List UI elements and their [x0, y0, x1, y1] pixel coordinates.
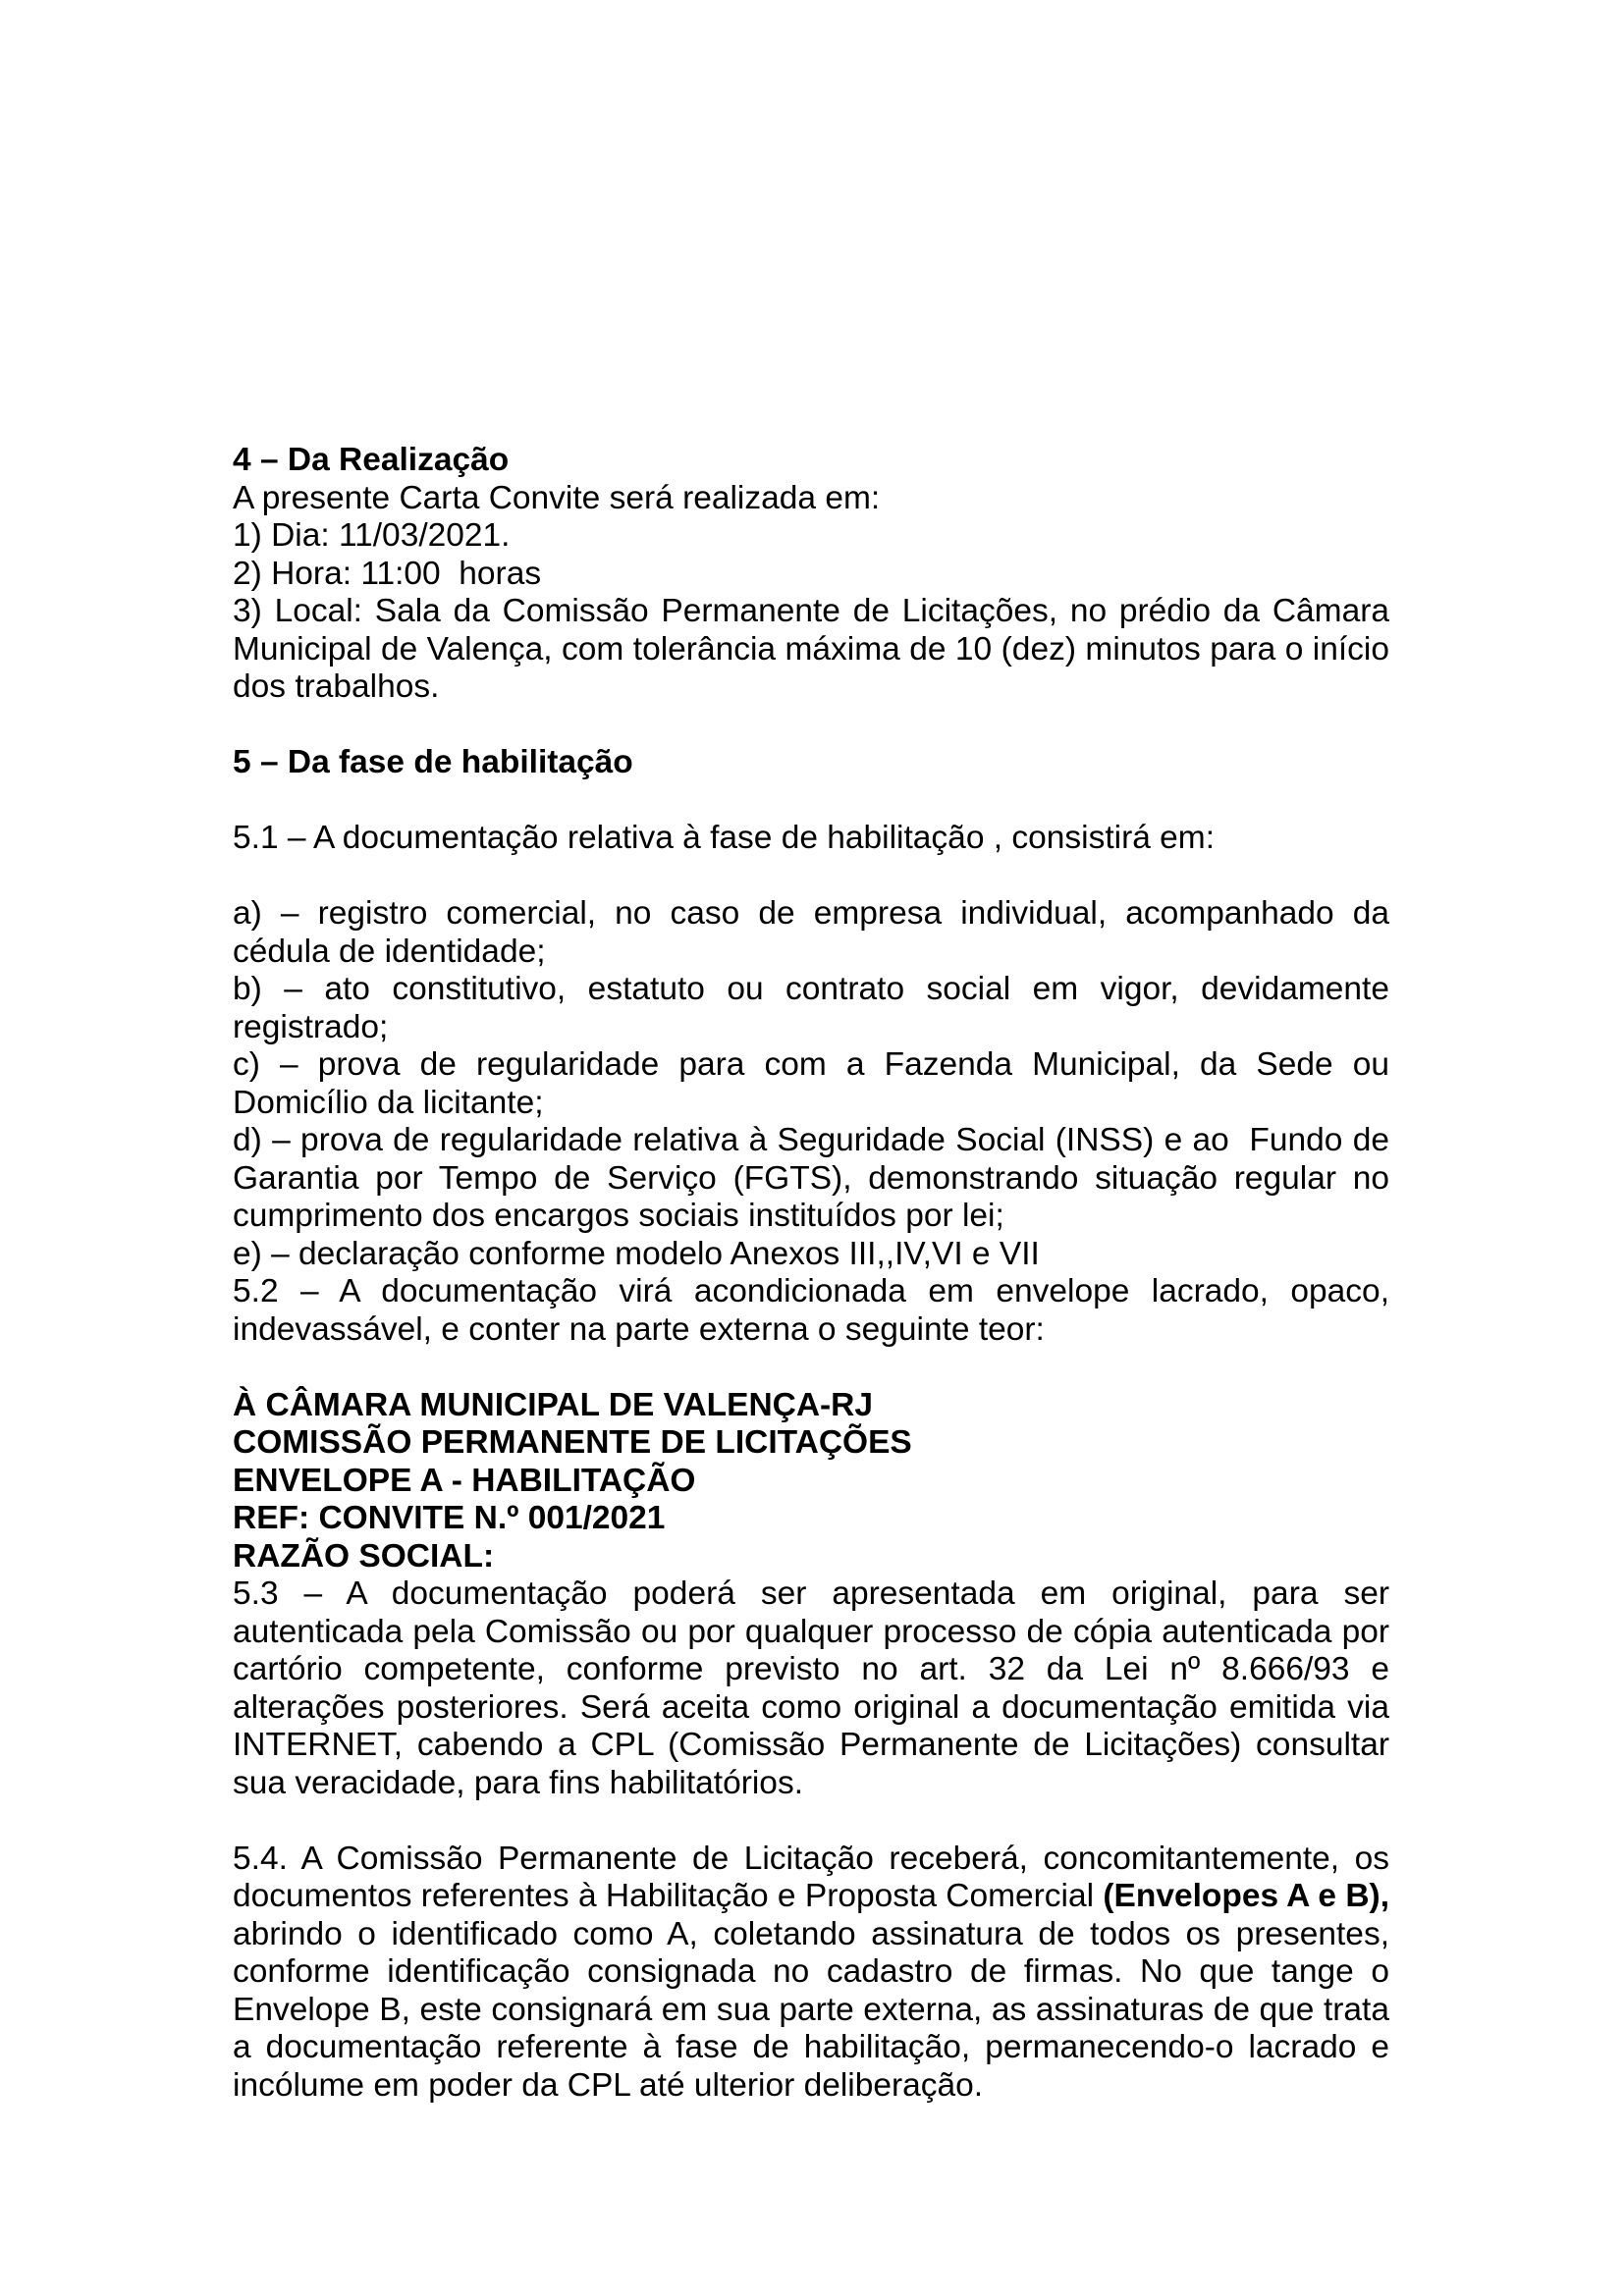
section-4-item-place: 3) Local: Sala da Comissão Permanente de Licitações, no prédio da Câmara Municipal de Valença, com tolerância máxima de 10 (dez) minutos para o início dos trabalhos.	[233, 593, 1399, 705]
section-4-item-day: 1) Dia: 11/03/2021.	[233, 517, 511, 554]
envelope-label-line-3: ENVELOPE A - HABILITAÇÃO	[233, 1462, 696, 1499]
section-4-heading: 4 – Da Realização	[233, 442, 510, 478]
clause-5-4-text-before: 5.4. A Comissão Permanente de Licitação receberá, concomitantemente, os documentos referentes à Habilitação e Proposta Comercial	[233, 1840, 1399, 1914]
envelope-label-line-2: COMISSÃO PERMANENTE DE LICITAÇÕES	[233, 1424, 912, 1461]
clause-5-2: 5.2 – A documentação virá acondicionada em envelope lacrado, opaco, indevassável, e conter na parte externa o seguinte teor:	[233, 1273, 1399, 1348]
section-5-heading: 5 – Da fase de habilitação	[233, 744, 633, 780]
clause-5-4-bold-envelopes: (Envelopes A e B),	[1103, 1878, 1390, 1914]
envelope-label-line-5: RAZÃO SOCIAL:	[233, 1537, 495, 1575]
clause-5-1: 5.1 – A documentação relativa à fase de habilitação , consistirá em:	[233, 820, 1216, 856]
section-4-item-hour: 2) Hora: 11:00 horas	[233, 555, 542, 592]
section-4-intro: A presente Carta Convite será realizada em:	[233, 479, 881, 516]
clause-5-4-text-after: abrindo o identificado como A, coletando assinatura de todos os presentes, conforme identificação consignada no cadastro de firmas. No que tange o Envelope B, este consignará em sua parte externa, as assinaturas de que trata a documentação referente à fase de habilitação, permanecendo-o lacrado e incólume em poder da CPL até ulterior deliberação.	[233, 1878, 1399, 2104]
blank-line	[233, 858, 1389, 896]
clause-5-4	[233, 1840, 1399, 2106]
blank-line	[233, 782, 1389, 821]
envelope-label-line-4: REF: CONVITE N.º 001/2021	[233, 1500, 666, 1536]
clause-5-3: 5.3 – A documentação poderá ser apresentada em original, para ser autenticada pela Comissão ou por qualquer processo de cópia autenticada por cartório competente, conforme previsto no art. 32 da Lei nº 8.666/93 e alterações posteriores. Será aceita como original a documentação emitida via INTERNET, cabendo a CPL (Comissão Permanente de Licitações) consultar sua veracidade, para fins habilitatórios.	[233, 1575, 1399, 1801]
habilitation-item-a: a) – registro comercial, no caso de empresa individual, acompanhado da cédula de identidade;	[233, 895, 1399, 970]
habilitation-item-b: b) – ato constitutivo, estatuto ou contrato social em vigor, devidamente registrado;	[233, 971, 1399, 1045]
blank-line	[233, 707, 1389, 745]
blank-line	[233, 1802, 1389, 1841]
habilitation-item-e: e) – declaração conforme modelo Anexos III,,IV,VI e VII	[233, 1235, 1040, 1272]
habilitation-item-c: c) – prova de regularidade para com a Fazenda Municipal, da Sede ou Domicílio da licitante;	[233, 1046, 1399, 1121]
document-body	[233, 442, 1399, 2105]
envelope-label-line-1: À CÂMARA MUNICIPAL DE VALENÇA-RJ	[233, 1386, 874, 1423]
blank-line	[233, 1349, 1389, 1387]
habilitation-item-d: d) – prova de regularidade relativa à Seguridade Social (INSS) e ao Fundo de Garantia por Tempo de Serviço (FGTS), demonstrando situação regular no cumprimento dos encargos sociais instituídos por lei;	[233, 1122, 1399, 1234]
